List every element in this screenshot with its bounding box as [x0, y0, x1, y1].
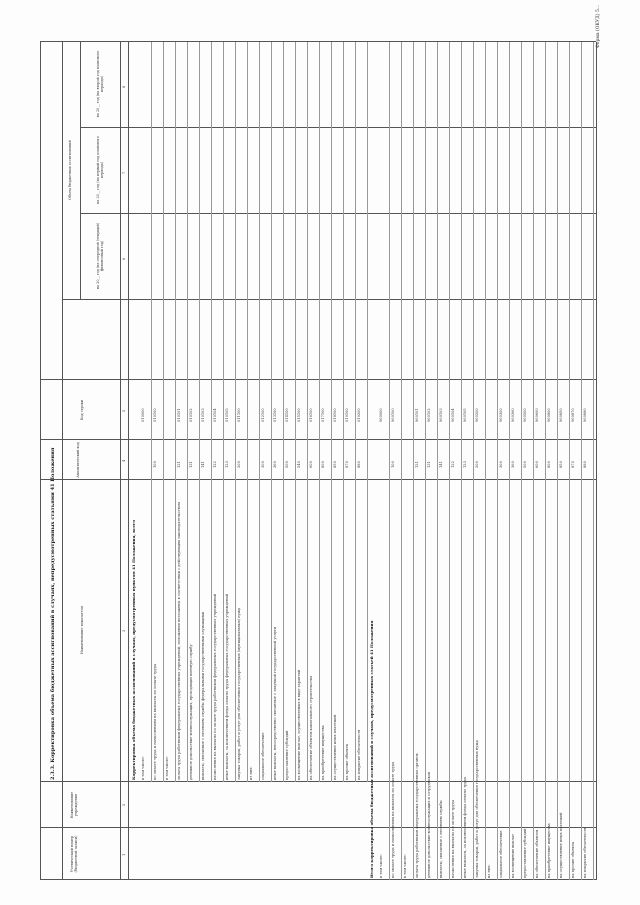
col-number: 6 [122, 257, 126, 260]
row-analytical-code: 600 [309, 461, 313, 468]
row-line-code: 900600 [535, 408, 539, 422]
row-analytical-code: 131 [427, 461, 431, 468]
row-analytical-code: 100 [153, 461, 157, 468]
row-separator [437, 42, 438, 880]
row-line-code: 900105 [463, 408, 467, 422]
row-line-code: 900101 [415, 408, 419, 422]
row-line-code: 015100 [297, 408, 301, 422]
row-line-code: 010100 [153, 408, 157, 422]
col-number: 4 [122, 459, 126, 462]
row-separator [497, 42, 498, 880]
col-number: 7 [122, 171, 126, 174]
row-label: по оплате труда и начислениям на выплаты по оплате труда [391, 761, 395, 878]
row-label: на покрытие обязательств [357, 729, 361, 780]
row-line-code: 900850 [559, 408, 563, 422]
header-analytical-code: Аналитический код [76, 442, 80, 478]
row-analytical-code: 100 [391, 461, 395, 468]
row-label: иные выплаты, непосредственно связанные с закупкой государственной услуги [273, 626, 277, 780]
row-analytical-code: 200 [237, 461, 241, 468]
row-label: из них: [487, 864, 491, 878]
row-analytical-code: 600 [535, 461, 539, 468]
row-analytical-code: 880 [583, 461, 587, 468]
row-label: выплаты, связанные с несением службы [439, 800, 443, 878]
row-line-code: 017100 [321, 408, 325, 422]
row-label: социальное обеспечение [499, 830, 503, 878]
row-separator [295, 42, 296, 782]
row-label: из них: [249, 766, 253, 780]
row-line-code: 010102 [189, 408, 193, 422]
header-budget-group: Объем бюджетных ассигнований [68, 140, 72, 200]
row-line-code: 900500 [523, 408, 527, 422]
header-year3: на 20__ год (на второй год планового периода) [96, 50, 104, 118]
row-label: в том числе: [141, 756, 145, 780]
row-analytical-code: 800 [321, 461, 325, 468]
row-separator [187, 42, 188, 782]
row-line-code: 011100 [237, 408, 241, 422]
row-line-code: 010101 [177, 408, 181, 422]
header-year1: на 20__ год (на очередной (текущий) финансовый год) [96, 222, 104, 290]
row-label: на прочие объекты [571, 841, 575, 878]
row-analytical-code: 870 [571, 461, 575, 468]
row-label: в том числе: [403, 854, 407, 878]
row-analytical-code: 141 [201, 461, 205, 468]
row-analytical-code: 123 [463, 461, 467, 468]
row-separator [307, 42, 308, 782]
row-line-code: 018100 [333, 408, 337, 422]
row-analytical-code: 141 [439, 461, 443, 468]
row-separator [581, 42, 582, 880]
row-analytical-code: 360 [273, 461, 277, 468]
col-number: 2 [122, 803, 126, 806]
row-separator [521, 42, 522, 880]
row-analytical-code: 123 [225, 461, 229, 468]
row-label: иные выплаты, за исключением фонда оплаты труда [463, 776, 467, 878]
row-separator [389, 42, 390, 880]
row-label: на обеспечение объектов [535, 829, 539, 878]
row-label: выплаты, связанные с несением службы федеральными государственными служащими [201, 611, 205, 780]
row-line-code: 013100 [273, 408, 277, 422]
row-line-code: 900300 [499, 408, 503, 422]
row-line-code: 010103 [201, 408, 205, 422]
rotated-table [40, 40, 600, 880]
row-label: начисления на выплаты по оплате труда работников федеральных государственных учреждений [213, 593, 217, 780]
row-separator [425, 42, 426, 880]
form-code: Форма (ОКУД) 5... [596, 4, 601, 48]
row-analytical-code: 850 [333, 461, 337, 468]
row-label: на осуществление иных платежей [333, 714, 337, 780]
row-analytical-code: 300 [261, 461, 265, 468]
row-analytical-code: 800 [547, 461, 551, 468]
row-separator [151, 42, 152, 782]
row-analytical-code: 500 [523, 461, 527, 468]
row-label: в том числе: [165, 756, 169, 780]
row-label: оплата труда работников федеральных государственных органов [415, 753, 419, 878]
row-separator [545, 42, 546, 880]
row-label: закупка товаров, работ и услуг для обеспечения государственных (муниципальных) нужд [237, 607, 241, 780]
header-owner-name: Наименование учреждения [70, 791, 78, 819]
row-line-code: 900103 [439, 408, 443, 422]
row-line-code: 010000 [141, 408, 145, 422]
row-line-code: 900880 [583, 408, 587, 422]
row-label: оплата труда работников федеральных государственных учреждений, положения возложены в соответствии с действующим законодательством [177, 502, 181, 780]
row-line-code: 900360 [511, 408, 515, 422]
header-year2: на 20__ год (на первый год планового периода) [96, 136, 104, 204]
row-analytical-code: 121 [177, 461, 181, 468]
row-separator [211, 42, 212, 782]
row-separator [569, 42, 570, 880]
row-label: на приобретение имущества [547, 823, 551, 878]
row-separator [593, 42, 594, 880]
row-separator [557, 42, 558, 880]
row-line-code: 900102 [427, 408, 431, 422]
row-line-code: 010105 [225, 408, 229, 422]
row-line-code: 900870 [571, 408, 575, 422]
row-label: на возмещение выплат, осуществляемых в виде гарантий [297, 669, 301, 780]
row-separator [533, 42, 534, 880]
row-separator [163, 42, 164, 782]
row-analytical-code: 300 [499, 461, 503, 468]
row-analytical-code: 880 [357, 461, 361, 468]
row-label: предоставление субсидий [285, 730, 289, 780]
row-label: на обеспечение объектов капитального строительства [309, 675, 313, 780]
row-label: иные выплаты, за исключением фонда оплаты труда федеральных государственных учреждений [225, 593, 229, 780]
row-analytical-code: 121 [415, 461, 419, 468]
row-analytical-code: 122 [213, 461, 217, 468]
header-owner-code: Ученический номер (бюджетной записи) [70, 835, 78, 873]
row-label: денежное довольствие военнослужащих, проходящих военную службу [189, 644, 193, 780]
row-separator [449, 42, 450, 880]
row-separator [247, 42, 248, 782]
row-line-code: 900104 [451, 408, 455, 422]
row-label: на возмещение выплат [511, 834, 515, 878]
row-separator [401, 42, 402, 880]
row-separator [355, 42, 356, 782]
row-label: на прочие объекты [345, 743, 349, 780]
row-line-code: 900200 [475, 408, 479, 422]
row-label: по оплате труда и начислениям на выплаты по оплате труда [153, 663, 157, 780]
row-line-code: 016100 [309, 408, 313, 422]
row-separator [271, 42, 272, 782]
row-separator [283, 42, 284, 782]
row-line-code: 014100 [285, 408, 289, 422]
row-line-code: 900100 [391, 408, 395, 422]
row-separator [413, 42, 414, 880]
header-line-code: Код строки [80, 399, 84, 421]
row-separator [331, 42, 332, 782]
row-analytical-code: 540 [297, 461, 301, 468]
row-separator [367, 42, 368, 782]
row-separator [319, 42, 320, 782]
row-analytical-code: 131 [189, 461, 193, 468]
row-separator [343, 42, 344, 782]
row-separator [223, 42, 224, 782]
row-separator [509, 42, 510, 880]
row-line-code: 010104 [213, 408, 217, 422]
row-line-code: 019200 [357, 408, 361, 422]
row-analytical-code: 850 [559, 461, 563, 468]
section-title: 2.3.3. Корректировка объема бюджетных ассигнований в случаях, непредусмотренных статьями 41 Положения [50, 447, 56, 780]
col-number: 5 [122, 409, 126, 412]
row-analytical-code: 122 [451, 461, 455, 468]
row-analytical-code: 500 [285, 461, 289, 468]
row-separator [235, 42, 236, 782]
row-label: на приобретение имущества [321, 725, 325, 780]
row-separator [485, 42, 486, 880]
row-line-code: 900800 [547, 408, 551, 422]
row-separator [461, 42, 462, 880]
row-separator [199, 42, 200, 782]
row-line-code: 012100 [261, 408, 265, 422]
row-label: социальное обеспечение [261, 732, 265, 780]
row-label: денежное довольствие военнослужащих и сотрудников [427, 771, 431, 878]
row-line-code: 019100 [345, 408, 349, 422]
col-number: 3 [122, 629, 126, 632]
row-label: в том числе: [379, 854, 383, 878]
row-label: на осуществление иных платежей [559, 812, 563, 878]
row-separator [473, 42, 474, 880]
header-indicator: Наименование показателя [80, 605, 84, 655]
row-separator [175, 42, 176, 782]
row-label: начисления на выплаты по оплате труда [451, 799, 455, 878]
col-number: 1 [122, 853, 126, 856]
section-1-heading: Корректировка объема бюджетных ассигнований в случаях, предусмотренных пунктом 41 Положения, всего [131, 519, 136, 780]
row-label: закупка товаров, работ и услуг для обеспечения государственных нужд [475, 740, 479, 878]
section-2-heading: Итого корректировка объема бюджетных ассигнований в случаях, предусмотренных статьей 41 Положения [369, 620, 374, 878]
row-analytical-code: 360 [511, 461, 515, 468]
row-line-code: 900000 [379, 408, 383, 422]
row-analytical-code: 200 [475, 461, 479, 468]
row-separator [259, 42, 260, 782]
row-analytical-code: 870 [345, 461, 349, 468]
col-number: 8 [122, 85, 126, 88]
row-label: на покрытие обязательств [583, 827, 587, 878]
row-label: предоставление субсидий [523, 828, 527, 878]
